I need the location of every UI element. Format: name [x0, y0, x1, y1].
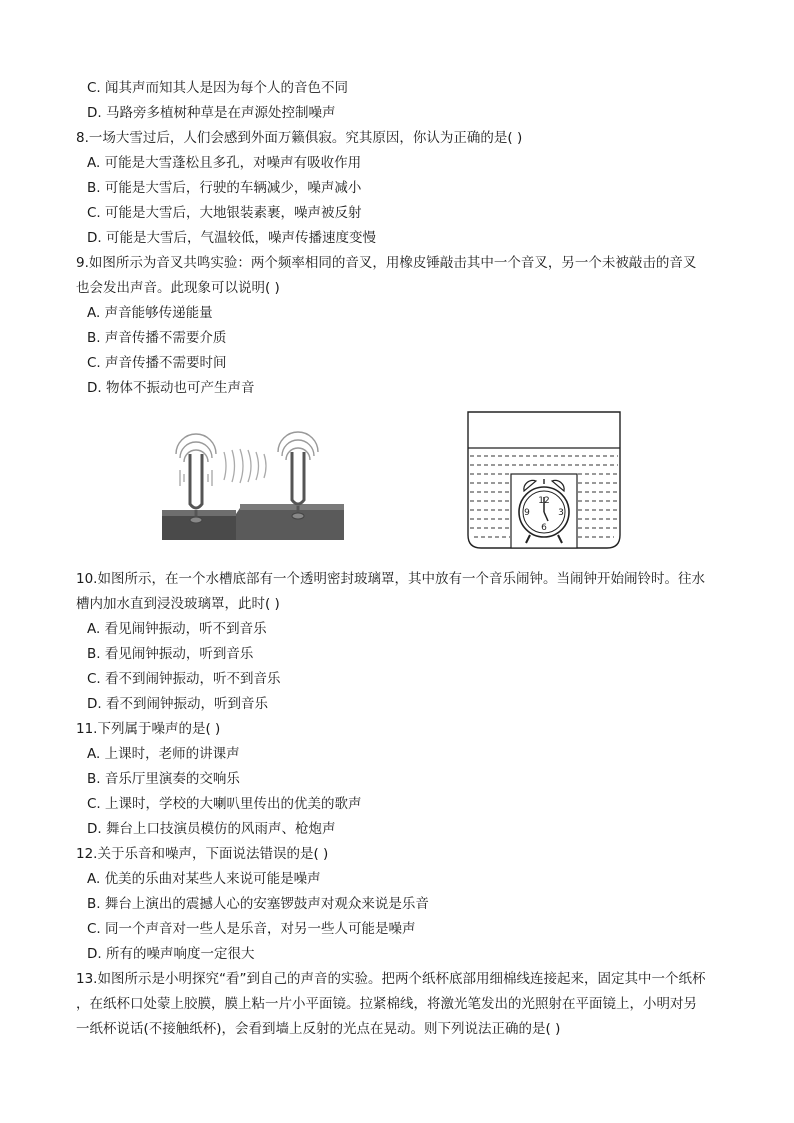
q10-option-d: D. 看不到闹钟振动，听到音乐: [87, 696, 268, 712]
q7-option-d: D. 马路旁多植树种草是在声源处控制噪声: [87, 105, 336, 121]
q9-option-b: B. 声音传播不需要介质: [87, 330, 227, 346]
q11-option-a: A. 上课时，老师的讲课声: [87, 746, 240, 762]
q11-option-d: D. 舞台上口技演员模仿的风雨声、枪炮声: [87, 821, 336, 837]
clock-number-6: 6: [541, 523, 547, 533]
q8-option-c: C. 可能是大雪后，大地银装素裹，噪声被反射: [87, 205, 362, 221]
q12-option-c: C. 同一个声音对一些人是乐音，对另一些人可能是噪声: [87, 921, 416, 937]
q11-option-c: C. 上课时，学校的大喇叭里传出的优美的歌声: [87, 796, 362, 812]
q12-option-d: D. 所有的噪声响度一定很大: [87, 946, 255, 962]
q7-option-c: C. 闻其声而知其人是因为每个人的音色不同: [87, 80, 349, 96]
q10-stem-line2: 槽内加水直到浸没玻璃罩，此时( ): [76, 596, 280, 612]
q12-stem: 12.关于乐音和噪声，下面说法错误的是( ): [76, 846, 329, 862]
q8-option-d: D. 可能是大雪后，气温较低，噪声传播速度变慢: [87, 230, 376, 246]
water-tank-alarm-clock-figure: [466, 411, 622, 551]
q9-option-d: D. 物体不振动也可产生声音: [87, 380, 255, 396]
q9-option-c: C. 声音传播不需要时间: [87, 355, 227, 371]
q11-stem: 11.下列属于噪声的是( ): [76, 721, 221, 737]
q12-option-a: A. 优美的乐曲对某些人来说可能是噪声: [87, 871, 321, 887]
q13-stem-line1: 13.如图所示是小明探究“看”到自己的声音的实验。把两个纸杯底部用细棉线连接起来，固定其中一个纸杯: [76, 971, 706, 987]
q11-option-b: B. 音乐厅里演奏的交响乐: [87, 771, 240, 787]
q10-option-c: C. 看不到闹钟振动，听不到音乐: [87, 671, 281, 687]
clock-number-3: 3: [558, 508, 564, 518]
q9-option-a: A. 声音能够传递能量: [87, 305, 213, 321]
tuning-fork-resonance-figure: [162, 422, 344, 540]
q9-stem-line2: 也会发出声音。此现象可以说明( ): [76, 280, 280, 296]
clock-number-12: 12: [538, 496, 550, 506]
resonance-box-right: [236, 508, 344, 540]
clock-number-9: 9: [524, 508, 530, 518]
q10-stem-line1: 10.如图所示，在一个水槽底部有一个透明密封玻璃罩，其中放有一个音乐闹钟。当闹钟开始闹铃时。往水: [76, 571, 705, 587]
q10-option-a: A. 看见闹钟振动，听不到音乐: [87, 621, 267, 637]
q13-stem-line2: ，在纸杯口处蒙上胶膜，膜上粘一片小平面镜。拉紧棉线，将激光笔发出的光照射在平面镜上，小明对另: [76, 996, 697, 1012]
q10-option-b: B. 看见闹钟振动，听到音乐: [87, 646, 254, 662]
q12-option-b: B. 舞台上演出的震撼人心的安塞锣鼓声对观众来说是乐音: [87, 896, 429, 912]
q13-stem-line3: 一纸杯说话(不接触纸杯)，会看到墙上反射的光点在晃动。则下列说法正确的是( ): [76, 1021, 561, 1037]
q8-stem: 8.一场大雪过后，人们会感到外面万籁俱寂。究其原因，你认为正确的是( ): [76, 130, 523, 146]
q9-stem-line1: 9.如图所示为音叉共鸣实验：两个频率相同的音叉，用橡皮锤敲击其中一个音叉，另一个未被敲击的音叉: [76, 255, 697, 271]
q8-option-b: B. 可能是大雪后，行驶的车辆减少，噪声减小: [87, 180, 362, 196]
q8-option-a: A. 可能是大雪蓬松且多孔，对噪声有吸收作用: [87, 155, 362, 171]
